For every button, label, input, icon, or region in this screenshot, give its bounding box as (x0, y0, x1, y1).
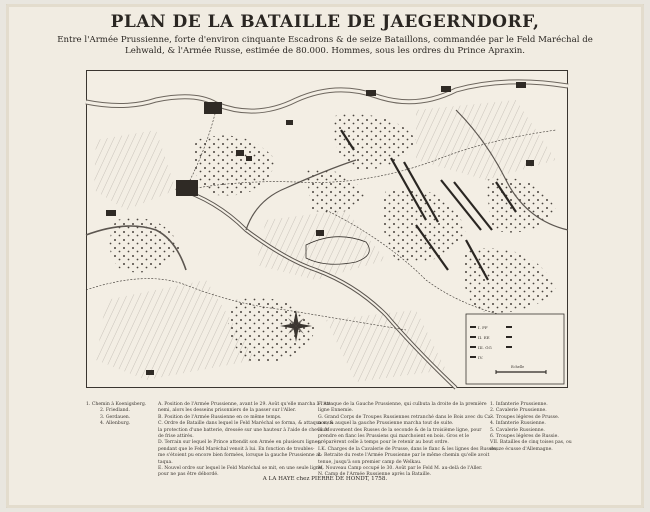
inset-row-4: IV. (478, 355, 484, 360)
legend (86, 402, 572, 498)
legend-b-line: non, & auquel la gauche Prussienne marcha tout de suite. (318, 421, 454, 427)
inset-row-3: III. GG (478, 345, 492, 350)
legend-c-line: 6. Troupes légères de Russie. (490, 434, 559, 440)
legend-b-line: M. Nouveau Camp occupé le 30. Août par le Feld M. au-delà de l'Aller. (318, 466, 483, 472)
legend-a-line: taqua. (158, 459, 173, 465)
legend-a-line: D. Terrain sur lequel le Prince attendit son Armée en plusieurs lignes, (158, 440, 322, 446)
legend-c-line: douze écusse d'Allemagne. (490, 446, 553, 452)
legend-b-line: L. Retraite du reste l'Armée Prussienne par le même chemin qu'elle avoit (318, 453, 490, 459)
legend-c-line: 1. Infanterie Prussienne. (490, 402, 548, 407)
legend-a-line: pendant que le Feld Maréchal venoit à lui. En fonction de troubles- (158, 446, 315, 452)
legend-a-line: A. Position de l'Armée Prussienne, avant le 29. Août qu'elle marcha à l'en- (158, 402, 331, 407)
legend-column-b (318, 402, 498, 479)
scale-legend (86, 402, 156, 428)
legend-b-line: prendre en flanc les Prussiens qui marchoient en bois. Gros et le (318, 434, 470, 440)
legend-a-line: la protection d'une batterie, dressée sur une hauteur à l'aide de chevaux (158, 427, 328, 433)
legend-b-line: tenue, jusqu'à son premier camp de Welkau. (318, 459, 422, 465)
inset-scale-label: Echelle (511, 365, 525, 369)
legend-c-line: 3. Troupes légères de Prusse. (490, 414, 560, 420)
legend-a-line: pour ne pas être débordé. (158, 472, 219, 478)
legend-b-line: F. Attaque de la Gauche Prussienne, qui culbuta la droite de la première (318, 402, 487, 407)
scale-item-1: 1. Chemin à Koenigsberg. (86, 402, 147, 407)
legend-b-line: préparèrent celle à temps pour le retenir au bout ordre. (318, 440, 449, 446)
map-sheet (6, 4, 644, 508)
map-subtitle-line-1: Entre l'Armée Prussienne, forte d'environ cinquante Escadrons & de seize Bataillons, commandée par le Feld Maréchal de (57, 35, 593, 45)
legend-a-line: B. Position de l'Armée Russienne en ce même temps. (158, 414, 282, 420)
legend-c-line: VII. Batailles de cinq toises pas, ou (490, 440, 572, 446)
legend-a-line: C. Ordre de Bataille dans lequel le Feld Maréchal se forma, & attaqua sous (158, 421, 334, 427)
legend-column-c (490, 402, 572, 453)
legend-b-line: G. Grand Corps de Troupes Russiennes retranché dans le Bois avec du Ca- (318, 414, 493, 420)
legend-c-line: 5. Cavalerie Russienne. (490, 427, 545, 433)
legend-a-line: me s'étoient pu encore bien formées, lorsque la gauche Prussienne at- (158, 453, 323, 459)
symbol-inset (466, 314, 564, 384)
legend-a-line: E. Nouvel ordre sur lequel le Feld Maréchal se mit, en une seule ligne, (158, 466, 324, 472)
scale-item-2: 2. Friedland. (100, 408, 130, 414)
legend-c-line: 4. Infanterie Russienne. (490, 421, 546, 427)
scale-item-4: 4. Allenburg. (100, 421, 131, 427)
map-title: PLAN DE LA BATAILLE DE JAEGERNDORF, (110, 12, 540, 32)
legend-column-a (158, 402, 334, 479)
scale-item-3: 3. Gerdauen. (100, 414, 131, 420)
legend-b-line: H. Mouvement des Russes de la seconde & de la troisième ligne, pour (318, 427, 482, 433)
inset-row-1: I. FF (478, 325, 488, 330)
map-subtitle-line-2: Lehwald, & l'Armée Russe, estimée de 80.000. Hommes, sous les ordres du Prince Apraxin. (124, 46, 525, 56)
legend-a-line: de frise attirés. (158, 434, 194, 440)
legend-b-line: ligne Ennemie. (318, 408, 354, 414)
publisher-imprint: A LA HAYE chez PIERRE DE HONDT, 1758. (262, 476, 388, 482)
legend-c-line: 2. Cavalerie Prussienne. (490, 408, 547, 414)
legend-a-line: nemi, alors les desseins prisonniers de la passer sur l'Aller. (158, 408, 296, 414)
legend-b-line: N. Camp de l'Armée Russienne après la Bataille. (318, 472, 432, 478)
inset-row-2: II. EE (478, 335, 490, 340)
battle-map (86, 70, 568, 388)
legend-b-line: I.K. Charges de la Cavalerie de Prusse, dans le flanc & les lignes des Russes, (318, 446, 498, 452)
